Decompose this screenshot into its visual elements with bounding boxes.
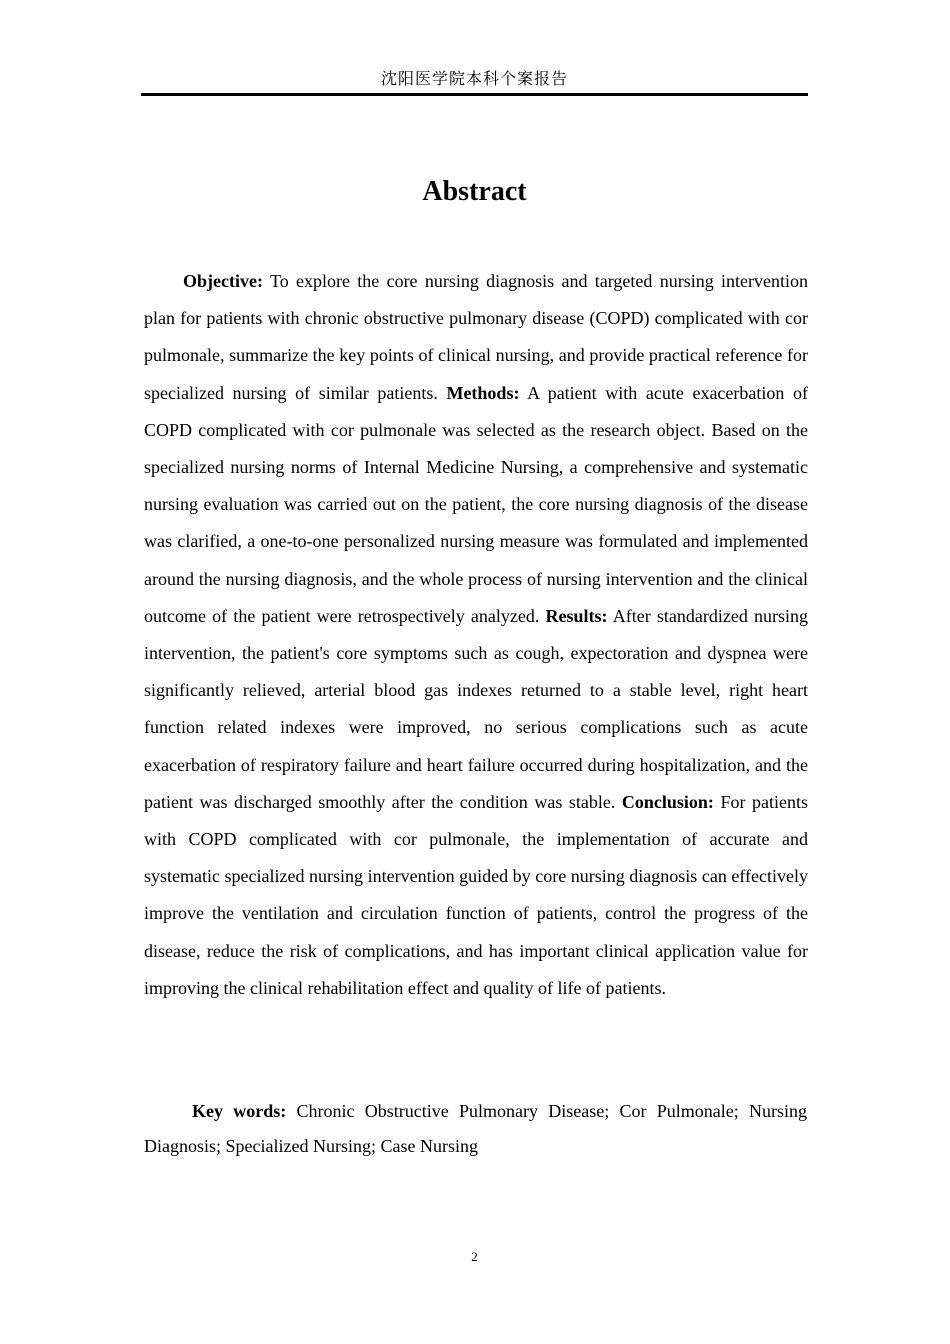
methods-label: Methods: — [446, 382, 520, 403]
header-rule — [141, 93, 808, 96]
conclusion-text: For patients with COPD complicated with cor pulmonale, the implementation of accurate and systematic specialized nursing intervention guided by core nursing diagnosis can effectively improve the ventilation and circulation function of patients, control the progress of the disease, reduce the risk of complications, and has important clinical application value for improving the clinical rehabilitation effect and quality of life of patients. — [144, 791, 809, 998]
results-label: Results: — [545, 605, 608, 626]
abstract-paragraph — [144, 263, 808, 1007]
running-header: 沈阳医学院本科个案报告 — [380, 69, 568, 88]
page-number: 2 — [471, 1249, 478, 1264]
results-text: After standardized nursing intervention, the patient's core symptoms such as cough, expectoration and dyspnea were significantly relieved, arterial blood gas indexes returned to a stable level, right heart function related indexes were improved, no serious complications such as acute exacerbation of respiratory failure and heart failure occurred during hospitalization, and the patient was discharged smoothly after the condition was stable. — [144, 605, 808, 812]
keywords-paragraph — [144, 1094, 807, 1164]
objective-label: Objective: — [183, 271, 263, 291]
conclusion-label: Conclusion: — [621, 791, 714, 812]
methods-text: A patient with acute exacerbation of COPD complicated with cor pulmonale was selected as the research object. Based on the specialized nursing norms of Internal Medicine Nursing, a comprehensive and systematic nursing evaluation was carried out on the patient, the core nursing diagnosis of the disease was clarified, a one-to-one personalized nursing measure was formulated and implemented around the nursing diagnosis, and the whole process of nursing intervention and the clinical outcome of the patient were retrospectively analyzed. — [144, 382, 808, 626]
abstract-title: Abstract — [422, 176, 527, 207]
keywords-text: Chronic Obstructive Pulmonary Disease; Cor Pulmonale; Nursing Diagnosis; Specialized Nursing; Case Nursing — [144, 1101, 807, 1156]
keywords-label: Key words: — [192, 1101, 287, 1121]
objective-text: To explore the core nursing diagnosis and targeted nursing intervention plan for patients with chronic obstructive pulmonary disease (COPD) complicated with cor pulmonale, summarize the key points of clinical nursing, and provide practical reference for specialized nursing of similar patients. — [144, 271, 808, 403]
